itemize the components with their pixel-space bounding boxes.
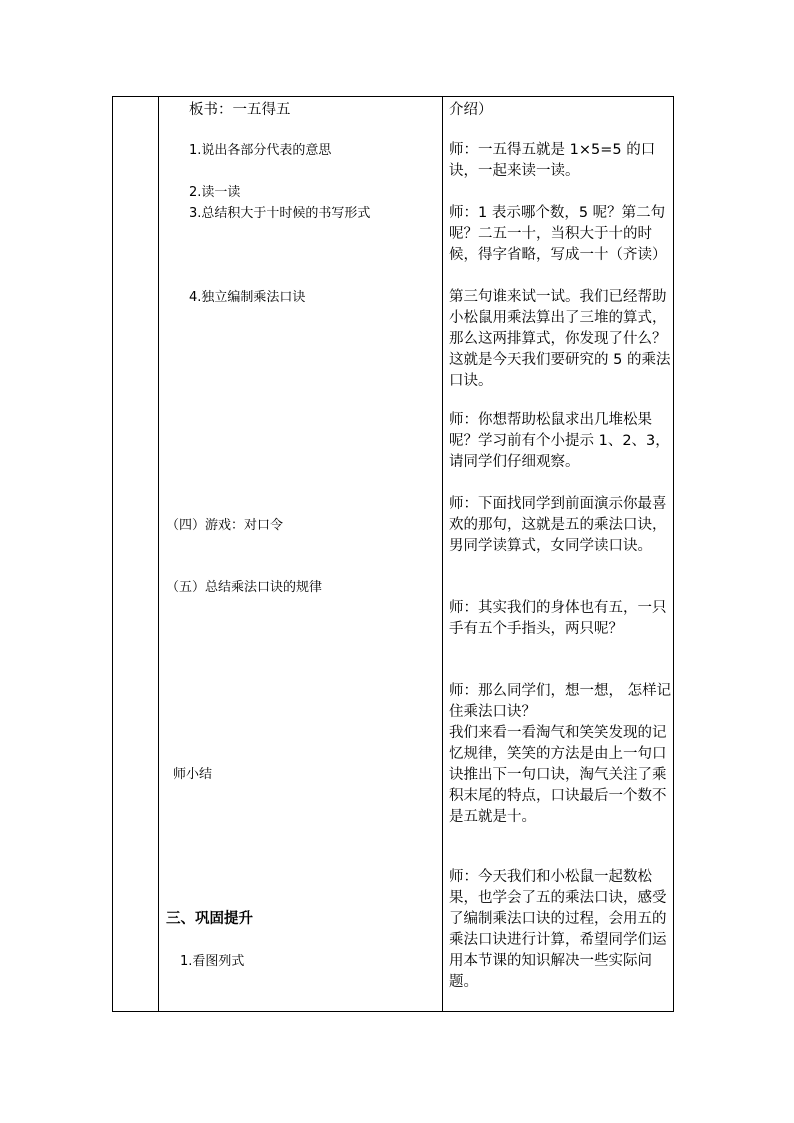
right-paragraph-4: 师：你想帮助松鼠求出几堆松果呢？学习前有个小提示 1、2、3，请同学们仔细观察。 bbox=[449, 412, 670, 470]
teacher-summary: 师小结 bbox=[173, 767, 213, 782]
right-paragraph-6: 师：其实我们的身体也有五，一只手有五个手指头，两只呢？ bbox=[449, 600, 667, 637]
section-3-item-1: 1.看图列式 bbox=[180, 954, 245, 969]
section-3-heading: 三、巩固提升 bbox=[166, 911, 253, 927]
right-paragraph-0: 介绍） bbox=[449, 102, 493, 118]
column-divider-2 bbox=[442, 97, 443, 1011]
right-paragraph-2: 师：1 表示哪个数，5 呢？第二句呢？二五一十，当积大于十的时候，得字省略，写成一十（齐读） bbox=[449, 205, 667, 263]
section-5-summary: （五）总结乘法口诀的规律 bbox=[166, 580, 323, 595]
right-paragraph-3: 第三句谁来试一试。我们已经帮助小松鼠用乘法算出了三堆的算式，那么这两排算式，你发现了什么？这就是今天我们要研究的 5 的乘法口诀。 bbox=[449, 289, 671, 389]
right-paragraph-5: 师：下面找同学到前面演示你最喜欢的那句，这就是五的乘法口诀，男同学读算式，女同学读口诀。 bbox=[449, 496, 667, 554]
step-2: 2.读一读 bbox=[189, 185, 241, 200]
right-paragraph-1: 师：一五得五就是 1×5=5 的口诀，一起来读一读。 bbox=[449, 142, 656, 179]
right-paragraph-9: 师：今天我们和小松鼠一起数松果，也学会了五的乘法口诀，感受了编制乘法口诀的过程，会用五的乘法口诀进行计算，希望同学们运用本节课的知识解决一些实际问题。 bbox=[449, 869, 667, 990]
right-paragraph-8: 我们来看一看淘气和笑笑发现的记忆规律，笑笑的方法是由上一句口诀推出下一句口诀，淘气关注了乘积末尾的特点，口诀最后一个数不是五就是十。 bbox=[449, 725, 667, 825]
step-4: 4.独立编制乘法口诀 bbox=[189, 290, 306, 305]
column-divider-1 bbox=[158, 97, 159, 1011]
section-4-game: （四）游戏：对口令 bbox=[166, 518, 284, 533]
blackboard-text: 板书：一五得五 bbox=[189, 102, 291, 118]
right-paragraph-7: 师：那么同学们，想一想， 怎样记住乘法口诀？ bbox=[449, 683, 672, 720]
step-3: 3.总结积大于十时候的书写形式 bbox=[189, 206, 371, 221]
step-1: 1.说出各部分代表的意思 bbox=[189, 143, 332, 158]
